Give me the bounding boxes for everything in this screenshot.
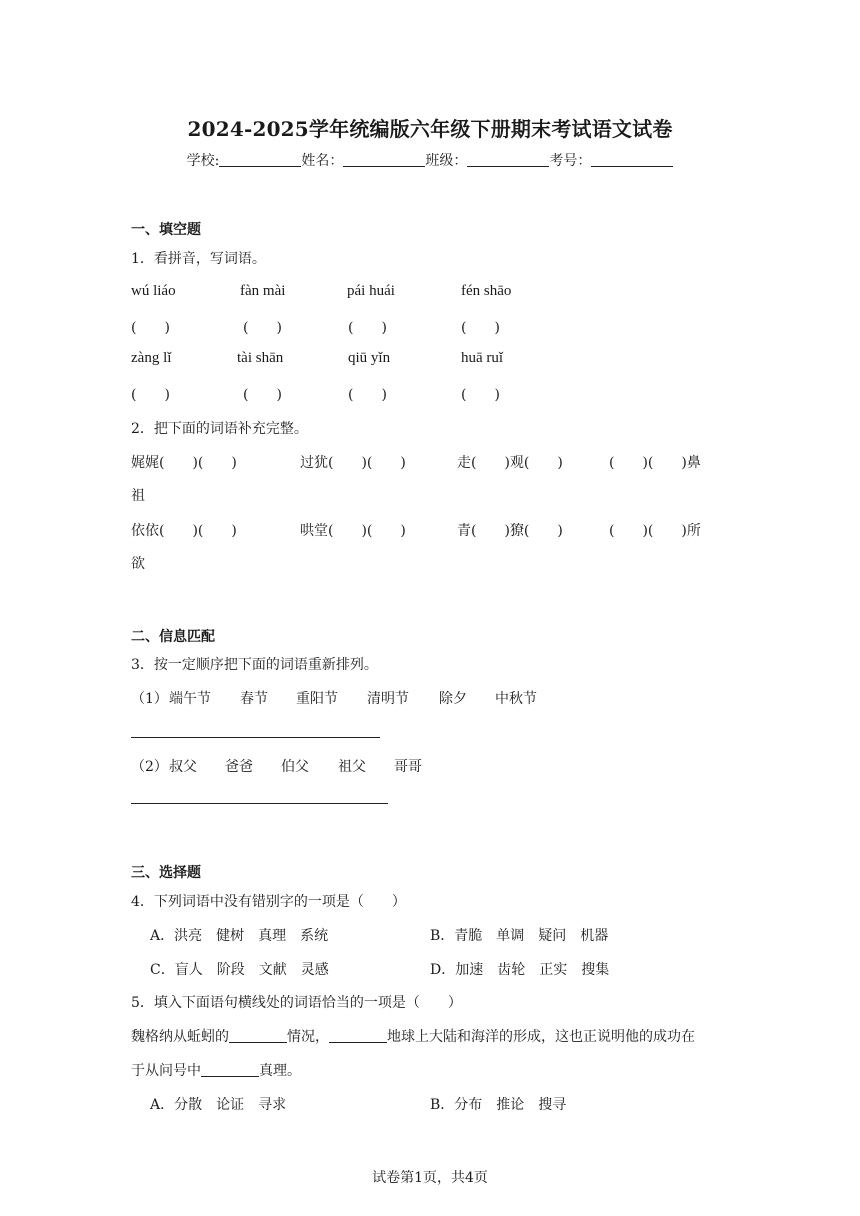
option-a[interactable]: A．洪亮 健树 真理 系统 — [150, 928, 329, 944]
idiom-item[interactable]: ( )( )所 — [609, 523, 701, 539]
idiom-item[interactable]: 青( )獠( ) — [457, 523, 563, 539]
word-item: 中秋节 — [495, 691, 537, 707]
question-4-text: 4．下列词语中没有错别字的一项是（ ） — [131, 894, 406, 910]
class-label: 班级： — [425, 153, 468, 169]
word-item: 哥哥 — [394, 759, 422, 775]
idiom-item[interactable]: 走( )观( ) — [457, 455, 563, 471]
word-item: 清明节 — [367, 691, 409, 707]
option-a[interactable]: A．分散 论证 寻求 — [150, 1097, 287, 1113]
question-5-text: 5．填入下面语句横线处的词语恰当的一项是（ ） — [131, 995, 462, 1011]
answer-box[interactable]: ( ) — [243, 320, 282, 336]
word-item: 除夕 — [439, 691, 467, 707]
answer-box[interactable]: ( ) — [461, 387, 500, 403]
exam-number-blank[interactable] — [591, 152, 673, 167]
question-5-sentence — [131, 1026, 695, 1046]
option-b[interactable]: B．分布 推论 搜寻 — [430, 1097, 567, 1113]
idiom-item-wrap: 欲 — [131, 556, 145, 572]
section-heading-matching: 二、信息匹配 — [131, 629, 215, 645]
idiom-item[interactable]: ( )( )鼻 — [609, 455, 701, 471]
question-1-text: 1．看拼音，写词语。 — [131, 251, 266, 267]
school-blank[interactable] — [219, 152, 301, 167]
option-c[interactable]: C．盲人 阶段 文献 灵感 — [150, 962, 329, 978]
word-item: 祖父 — [338, 759, 366, 775]
answer-box[interactable]: ( ) — [348, 320, 387, 336]
word-item: 爸爸 — [225, 759, 253, 775]
pinyin-item: huā ruǐ — [461, 350, 504, 366]
sentence-part: 魏格纳从蚯蚓的 — [131, 1029, 229, 1045]
page-footer: 试卷第1页，共4页 — [372, 1170, 488, 1186]
pinyin-item: tài shān — [237, 350, 284, 366]
section-heading-choice: 三、选择题 — [131, 865, 201, 881]
word-item: 伯父 — [281, 759, 309, 775]
pinyin-item: zàng lǐ — [131, 350, 172, 366]
answer-box[interactable]: ( ) — [131, 320, 170, 336]
word-item: 端午节 — [169, 691, 211, 707]
blank-line[interactable] — [329, 1028, 387, 1043]
blank-line[interactable] — [201, 1062, 259, 1077]
blank-line[interactable] — [229, 1028, 287, 1043]
school-label: 学校: — [186, 153, 220, 169]
answer-line[interactable] — [131, 803, 388, 804]
word-item: 叔父 — [169, 759, 197, 775]
pinyin-item: fàn mài — [240, 283, 286, 299]
pinyin-item: qiū yǐn — [348, 350, 391, 366]
answer-box[interactable]: ( ) — [243, 387, 282, 403]
sentence-part: 于从问号中 — [131, 1063, 201, 1079]
idiom-item[interactable]: 过犹( )( ) — [300, 455, 406, 471]
answer-box[interactable]: ( ) — [461, 320, 500, 336]
sentence-part: 真理。 — [259, 1063, 301, 1079]
option-d[interactable]: D．加速 齿轮 正实 搜集 — [430, 962, 610, 978]
sentence-part: 情况， — [287, 1029, 329, 1045]
page-title: 2024-2025学年统编版六年级下册期末考试语文试卷 — [187, 117, 673, 141]
name-blank[interactable] — [343, 152, 425, 167]
idiom-item[interactable]: 依依( )( ) — [131, 523, 237, 539]
part-1-label: （1） — [131, 691, 168, 707]
section-heading-fill-in: 一、填空题 — [131, 222, 201, 238]
sentence-part: 地球上大陆和海洋的形成，这也正说明他的成功在 — [387, 1029, 695, 1045]
answer-line[interactable] — [131, 737, 380, 738]
idiom-item-wrap: 祖 — [131, 488, 145, 504]
name-label: 姓名： — [301, 153, 344, 169]
word-item: 春节 — [240, 691, 268, 707]
idiom-item[interactable]: 哄堂( )( ) — [300, 523, 406, 539]
class-blank[interactable] — [467, 152, 549, 167]
idiom-item[interactable]: 娓娓( )( ) — [131, 455, 237, 471]
pinyin-item: pái huái — [347, 283, 395, 299]
question-5-sentence-cont — [131, 1060, 301, 1080]
answer-box[interactable]: ( ) — [131, 387, 170, 403]
question-2-text: 2．把下面的词语补充完整。 — [131, 421, 308, 437]
pinyin-item: fén shāo — [461, 283, 512, 299]
option-b[interactable]: B．青脆 单调 疑问 机器 — [430, 928, 609, 944]
pinyin-item: wú liáo — [131, 283, 176, 299]
exam-number-label: 考号： — [549, 153, 592, 169]
answer-box[interactable]: ( ) — [348, 387, 387, 403]
question-3-text: 3．按一定顺序把下面的词语重新排列。 — [131, 657, 378, 673]
student-info-line — [0, 150, 860, 170]
part-2-label: （2） — [131, 759, 168, 775]
word-item: 重阳节 — [296, 691, 338, 707]
